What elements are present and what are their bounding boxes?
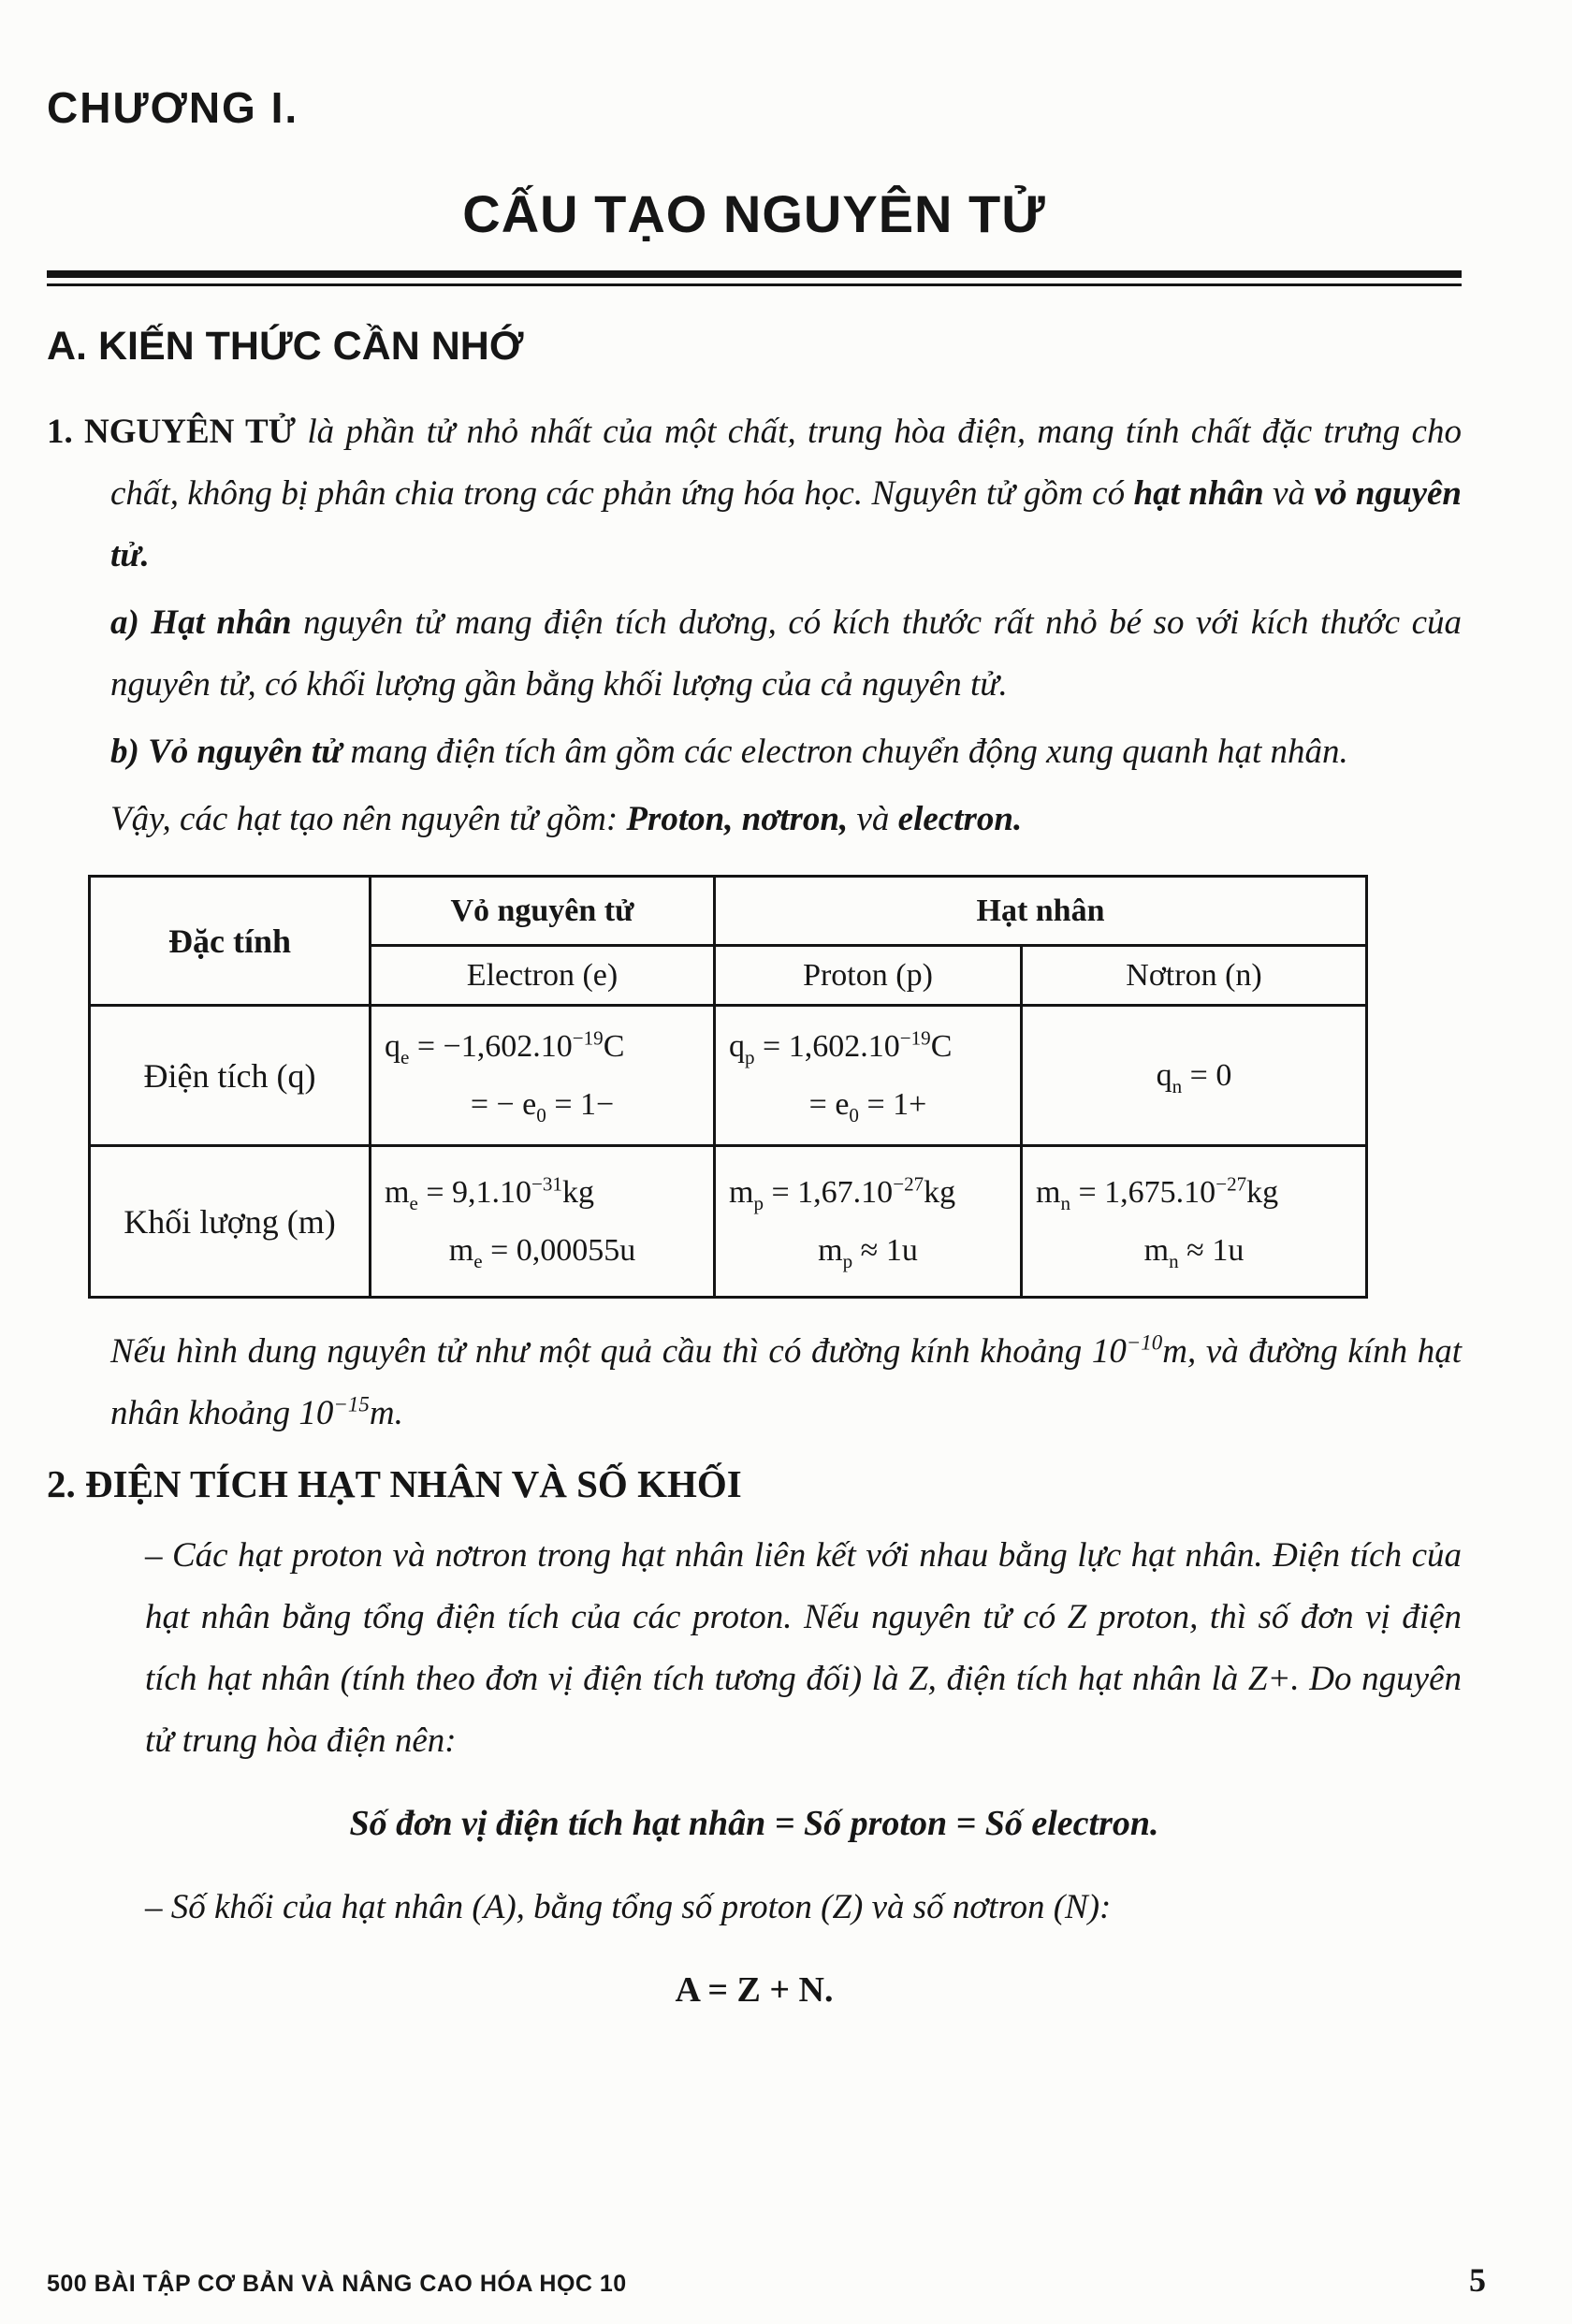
mass-electron-line1: $m_e = 9,1.10^{-31}kg$ xyxy=(385,1172,594,1214)
page-title: CẤU TẠO NGUYÊN TỬ xyxy=(462,184,1046,243)
mass-electron-cell xyxy=(371,1146,715,1298)
table-header-electron: Electron (e) xyxy=(371,946,715,1006)
mass-row-label: Khối lượng (m) xyxy=(90,1146,371,1298)
charge-row-label: Điện tích (q) xyxy=(90,1006,371,1146)
paragraph-mass-number: – Số khối của hạt nhân (A), bằng tổng số proton (Z) và số nơtron (N): xyxy=(145,1888,1112,1926)
particles-table xyxy=(88,875,1368,1299)
mass-notron-line1: $m_n = 1,675.10^{-27}kg$ xyxy=(1036,1172,1279,1214)
paragraph-nucleus: a) Hạt nhân nguyên tử mang điện tích dương, có kích thước rất nhỏ bé so với kích thước của nguyên tử, có khối lượng gần bằng khối lượng của cả nguyên tử. xyxy=(110,603,1463,704)
charge-electron-line2: = − $e_0 = 1-$ xyxy=(470,1086,615,1126)
mass-notron-cell xyxy=(1022,1146,1367,1298)
table-header-notron: Nơtron (n) xyxy=(1022,946,1367,1006)
paragraph-atom-size: Nếu hình dung nguyên tử như một quả cầu thì có đường kính khoảng $10^{-10}m$, và đường kính hạt nhân khoảng $10^{-15}m$. xyxy=(110,1330,1462,1432)
table-row-mass xyxy=(90,1146,1367,1298)
charge-proton-cell xyxy=(715,1006,1022,1146)
chapter-label: CHƯƠNG I. xyxy=(47,83,299,132)
mass-electron-line2: $m_e = 0,00055u$ xyxy=(448,1232,636,1272)
footer-book-title: 500 BÀI TẬP CƠ BẢN VÀ NÂNG CAO HÓA HỌC 10 xyxy=(47,2271,627,2297)
charge-electron-line1: $q_e = -1,602.10^{-19}C$ xyxy=(385,1026,625,1068)
section-2-heading: 2. ĐIỆN TÍCH HẠT NHÂN VÀ SỐ KHỐI xyxy=(47,1462,742,1505)
paragraph-nuclear-charge: – Các hạt proton và nơtron trong hạt nhân liên kết với nhau bằng lực hạt nhân. Điện tích của hạt nhân bằng tổng điện tích của các proton. Nếu nguyên tử có Z proton, thì số đơn vị điện tích hạt nhân (tính theo đơn vị điện tích tương đối) là Z, điện tích hạt nhân là Z+. Do nguyên tử trung hòa điện nên: xyxy=(145,1536,1462,1760)
paragraph-particles-summary: Vậy, các hạt tạo nên nguyên tử gồm: Proton, nơtron, và electron. xyxy=(110,800,1023,838)
title-divider xyxy=(47,270,1462,286)
mass-proton-line2: $m_p \approx 1u$ xyxy=(818,1232,918,1272)
table-header-row-1 xyxy=(90,877,1367,946)
charge-notron-line1: $q_n = 0$ xyxy=(1156,1057,1232,1097)
footer-page-number: 5 xyxy=(1469,2261,1486,2299)
charge-electron-cell xyxy=(371,1006,715,1146)
table-header-proton: Proton (p) xyxy=(715,946,1022,1006)
formula-charge-equality: Số đơn vị điện tích hạt nhân = Số proton = Số electron. xyxy=(349,1804,1159,1843)
table-row-charge xyxy=(90,1006,1367,1146)
mass-notron-line2: $m_n \approx 1u$ xyxy=(1143,1232,1244,1272)
charge-proton-line2: = $e_0 = 1+$ xyxy=(808,1086,927,1126)
charge-notron-cell xyxy=(1022,1006,1367,1146)
table-header-dac-tinh: Đặc tính xyxy=(90,877,371,1006)
paragraph-atom-definition: 1. NGUYÊN TỬ là phần tử nhỏ nhất của một chất, trung hòa điện, mang tính chất đặc trưng cho chất, không bị phân chia trong các phản ứng hóa học. Nguyên tử gồm có hạt nhân và vỏ nguyên tử. xyxy=(47,413,1462,574)
mass-proton-cell xyxy=(715,1146,1022,1298)
table-header-hat-nhan: Hạt nhân xyxy=(715,877,1367,946)
mass-proton-line1: $m_p = 1,67.10^{-27}kg$ xyxy=(729,1172,956,1214)
section-a-heading: A. KIẾN THỨC CẦN NHỚ xyxy=(47,324,524,369)
paragraph-electron-shell: b) Vỏ nguyên tử mang điện tích âm gồm các electron chuyển động xung quanh hạt nhân. xyxy=(110,733,1348,771)
formula-mass-number: A = Z + N. xyxy=(675,1970,834,2010)
table-header-vo-nguyen-tu: Vỏ nguyên tử xyxy=(371,877,715,946)
charge-proton-line1: $q_p = 1,602.10^{-19}C$ xyxy=(729,1026,953,1068)
